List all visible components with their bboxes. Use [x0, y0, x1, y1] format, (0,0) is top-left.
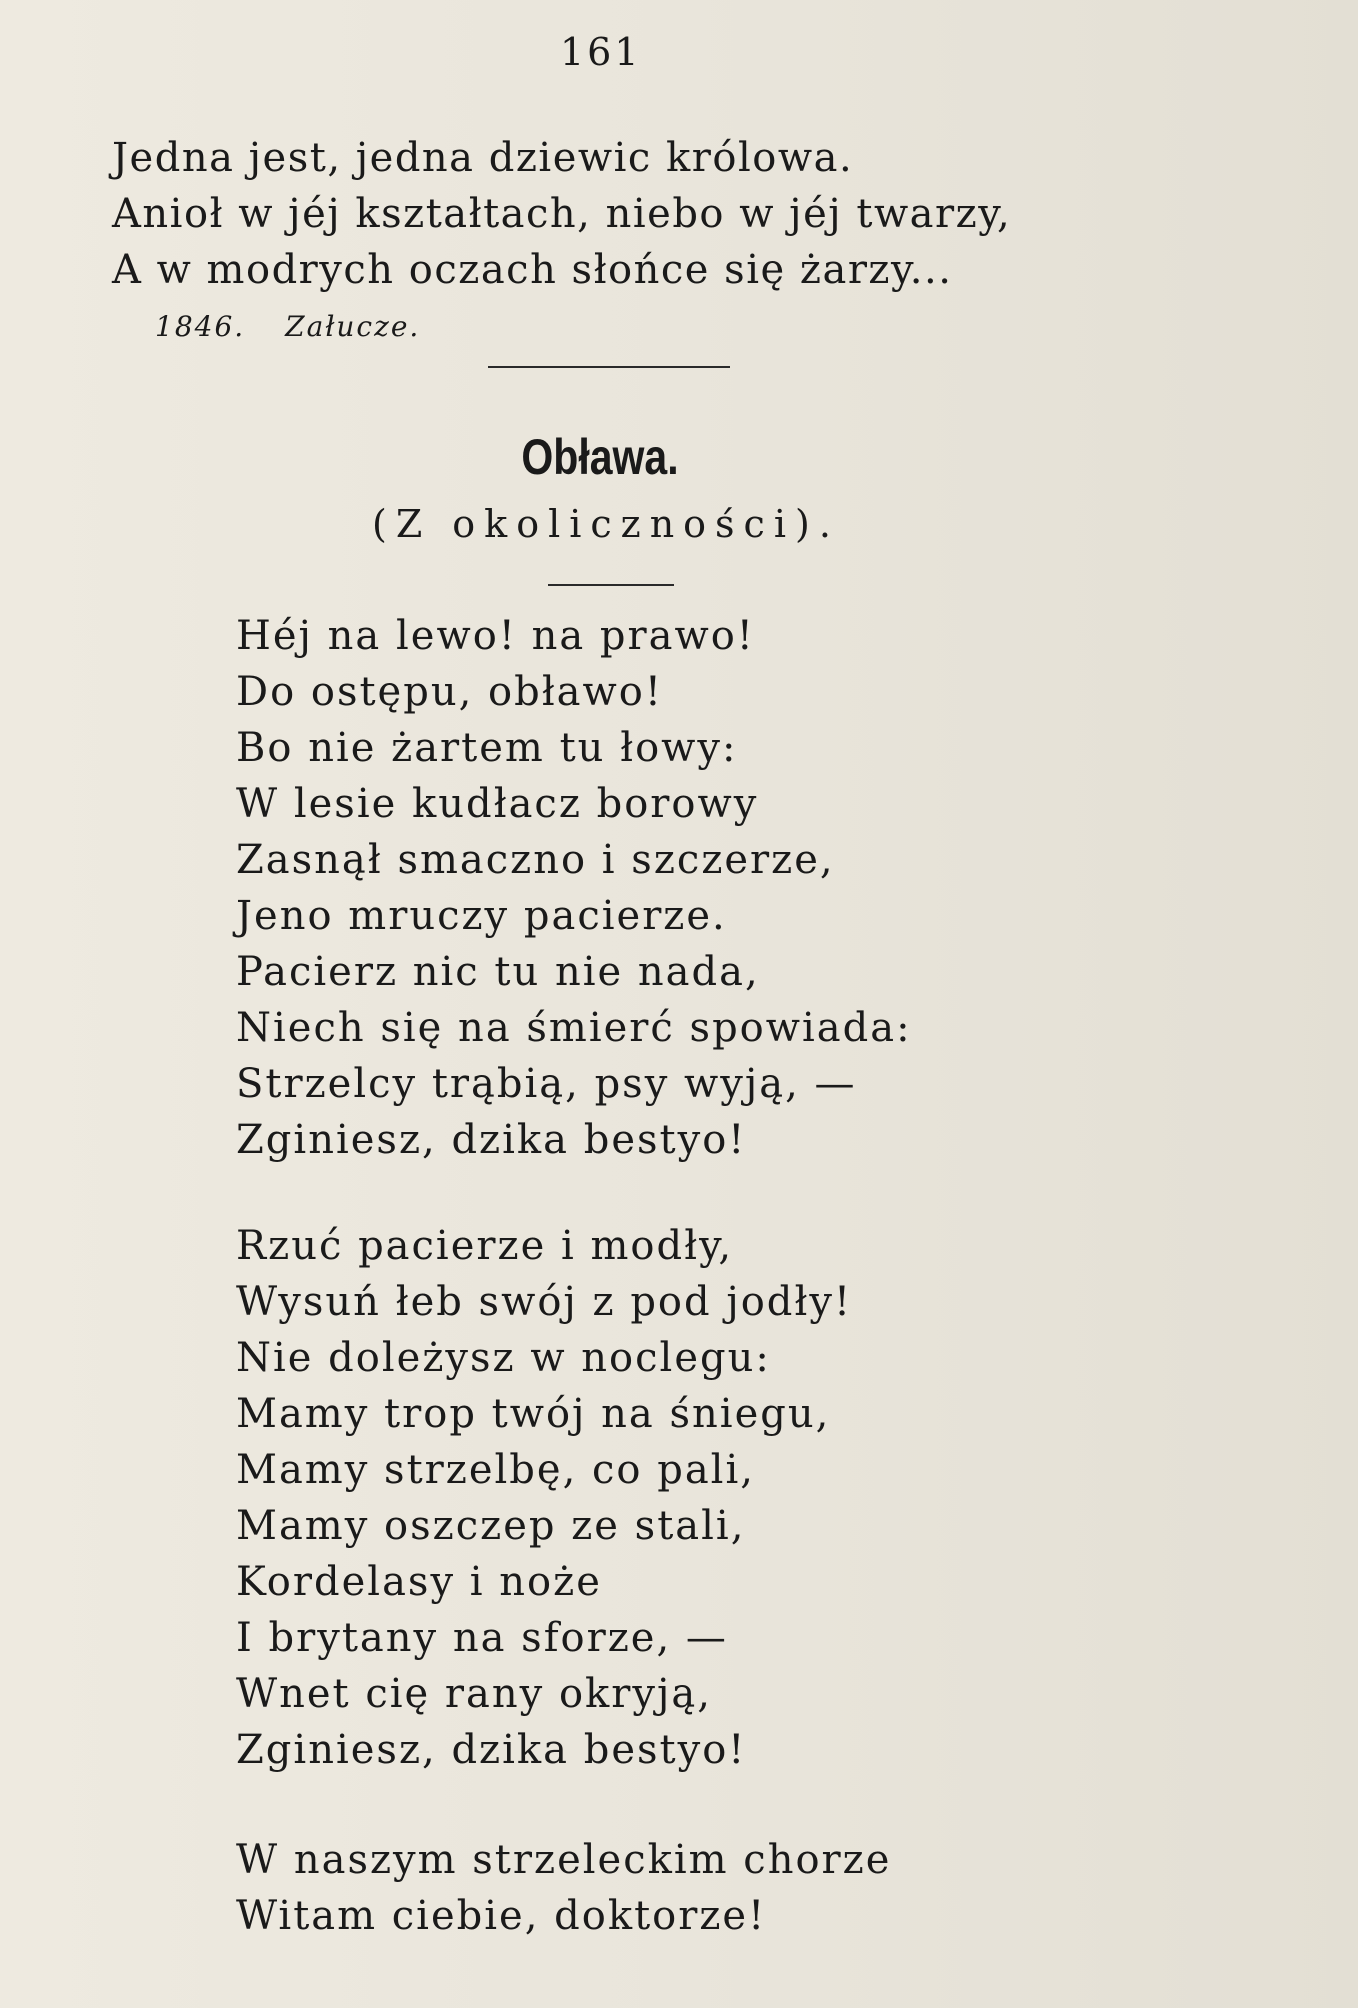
verse-line: Pacierz nic tu nie nada,: [236, 949, 760, 995]
verse-line: Niech się na śmierć spowiada:: [236, 1005, 912, 1051]
verse-line: W naszym strzeleckim chorze: [236, 1837, 892, 1883]
verse-line: A w modrych oczach słońce się żarzy...: [112, 247, 953, 293]
verse-line: Kordelasy i noże: [236, 1559, 602, 1605]
verse-line: Anioł w jéj kształtach, niebo w jéj twarzy,: [112, 191, 1012, 237]
verse-line: Mamy strzelbę, co pali,: [236, 1447, 755, 1493]
verse-line: Do ostępu, obławo!: [236, 669, 663, 715]
verse-line: Wysuń łeb swój z pod jodły!: [236, 1279, 853, 1325]
verse-line: Jedna jest, jedna dziewic królowa.: [112, 135, 854, 181]
verse-line: Mamy oszczep ze stali,: [236, 1503, 746, 1549]
section-divider: [488, 366, 730, 368]
verse-line: Rzuć pacierze i modły,: [236, 1223, 734, 1269]
title-divider: [548, 584, 674, 586]
verse-line: Bo nie żartem tu łowy:: [236, 725, 738, 771]
dateline-place: Załucze.: [285, 310, 421, 343]
intro-verse: [112, 130, 1011, 298]
stanza-3: [236, 1832, 891, 1944]
page-number: 161: [560, 30, 642, 74]
verse-line: Wnet cię rany okryją,: [236, 1671, 712, 1717]
verse-line: W lesie kudłacz borowy: [236, 781, 759, 827]
verse-line: Jeno mruczy pacierze.: [236, 893, 727, 939]
dateline: [155, 310, 420, 343]
verse-line: Mamy trop twój na śniegu,: [236, 1391, 831, 1437]
poem-title: Obława.: [521, 429, 679, 485]
stanza-2: [236, 1218, 852, 1778]
poem-subtitle: (Z okoliczności).: [372, 502, 840, 546]
verse-line: Zginiesz, dzika bestyo!: [236, 1117, 747, 1163]
verse-line: Zginiesz, dzika bestyo!: [236, 1727, 747, 1773]
verse-line: Héj na lewo! na prawo!: [236, 613, 755, 659]
verse-line: Witam ciebie, doktorze!: [236, 1893, 767, 1939]
verse-line: I brytany na sforze, —: [236, 1615, 728, 1661]
verse-line: Zasnął smaczno i szczerze,: [236, 837, 835, 883]
stanza-1: [236, 608, 912, 1168]
verse-line: Strzelcy trąbią, psy wyją, —: [236, 1061, 857, 1107]
verse-line: Nie doleżysz w noclegu:: [236, 1335, 771, 1381]
dateline-year: 1846.: [155, 310, 246, 343]
